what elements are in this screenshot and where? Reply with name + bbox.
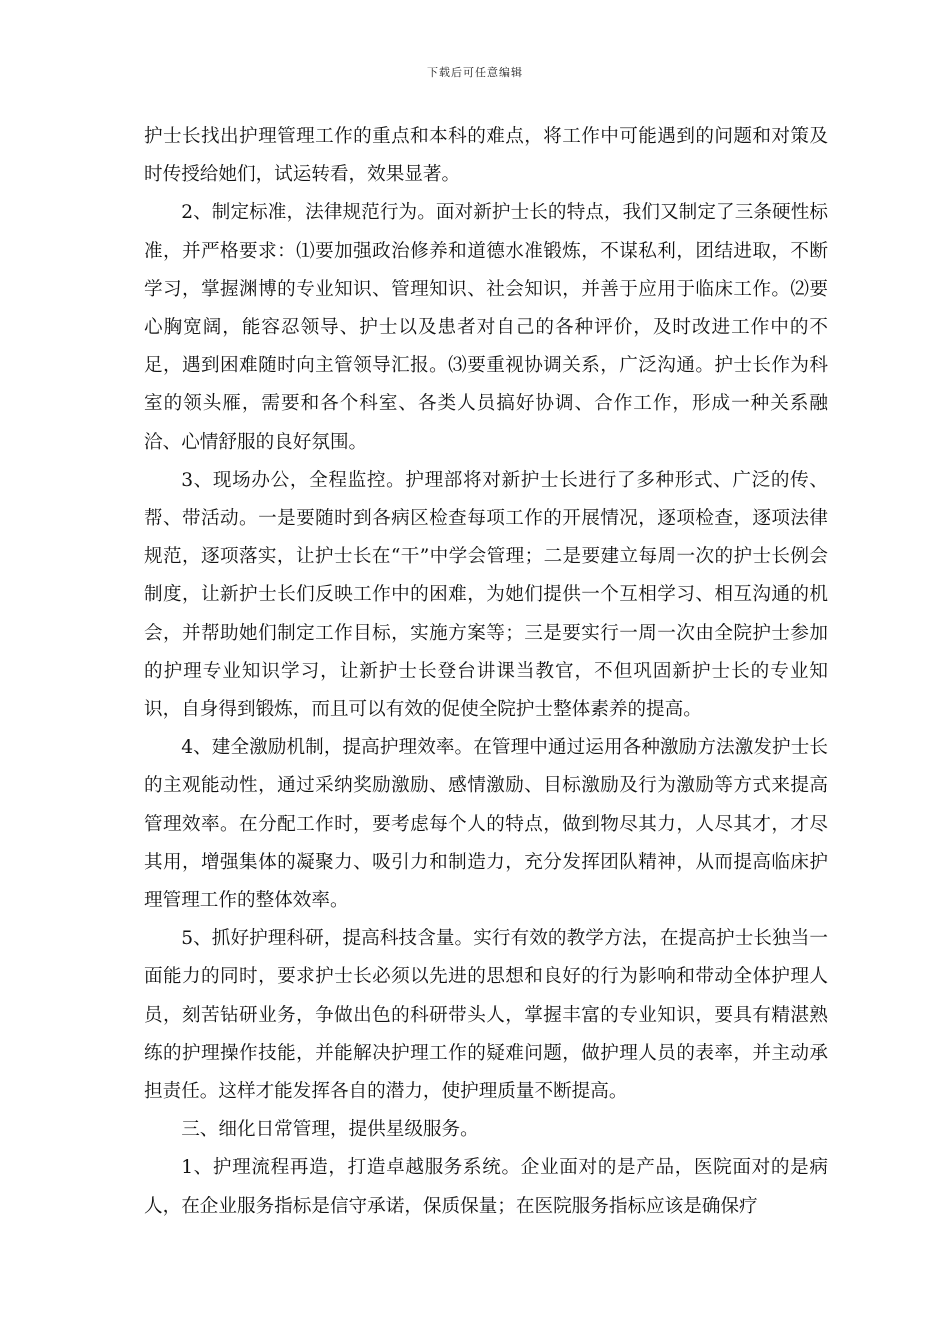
paragraph-continuation: 护士长找出护理管理工作的重点和本科的难点，将工作中可能遇到的问题和对策及时传授给她们，试运转看，效果显著。 xyxy=(144,126,828,186)
paragraph-research: 5、抓好护理科研，提高科技含量。实行有效的教学方法，在提高护士长独当一面能力的同时，要求护士长必须以先进的思想和良好的行为影响和带动全体护理人员，刻苦钻研业务，争做出色的科研带头人，掌握丰富的专业知识，要具有精湛熟练的护理操作技能，并能解决护理工作的疑难问题，做护理人员的表率，并主动承担责任。这样才能发挥各自的潜力，使护理质量不断提高。 xyxy=(144,928,828,1103)
paragraph-standards: 2、制定标准，法律规范行为。面对新护士长的特点，我们又制定了三条硬性标准，并严格要求：⑴要加强政治修养和道德水准锻炼，不谋私利，团结进取，不断学习，掌握渊博的专业知识、管理知识、社会知识，并善于应用于临床工作。⑵要心胸宽阔，能容忍领导、护士以及患者对自己的各种评价，及时改进工作中的不足，遇到困难随时向主管领导汇报。⑶要重视协调关系，广泛沟通。护士长作为科室的领头雁，需要和各个科室、各类人员搞好协调、合作工作，形成一种关系融洽、心情舒服的良好氛围。 xyxy=(144,202,828,453)
paragraph-onsite-office: 3、现场办公，全程监控。护理部将对新护士长进行了多种形式、广泛的传、帮、带活动。一是要随时到各病区检查每项工作的开展情况，逐项检查，逐项法律规范，逐项落实，让护士长在“干”中学会管理；二是要建立每周一次的护士长例会制度，让新护士长们反映工作中的困难，为她们提供一个互相学习、相互沟通的机会，并帮助她们制定工作目标，实施方案等；三是要实行一周一次由全院护士参加的护理专业知识学习，让新护士长登台讲课当教官，不但巩固新护士长的专业知识，自身得到锻炼，而且可以有效的促使全院护士整体素养的提高。 xyxy=(144,469,828,721)
paragraph-incentive: 4、建全激励机制，提高护理效率。在管理中通过运用各种激励方法激发护士长的主观能动性，通过采纳奖励激励、感情激励、目标激励及行为激励等方式来提高管理效率。在分配工作时，要考虑每个人的特点，做到物尽其力，人尽其才，才尽其用，增强集体的凝聚力、吸引力和制造力，充分发挥团队精神，从而提高临床护理管理工作的整体效率。 xyxy=(144,737,828,912)
paragraph-process-reengineering: 1、护理流程再造，打造卓越服务系统。企业面对的是产品，医院面对的是病人，在企业服务指标是信守承诺，保质保量；在医院服务指标应该是确保疗 xyxy=(144,1157,828,1217)
page-header: 下载后可任意编辑 xyxy=(427,66,523,79)
section-heading-daily-management: 三、细化日常管理，提供星级服务。 xyxy=(181,1119,479,1141)
document-body xyxy=(144,118,828,1226)
